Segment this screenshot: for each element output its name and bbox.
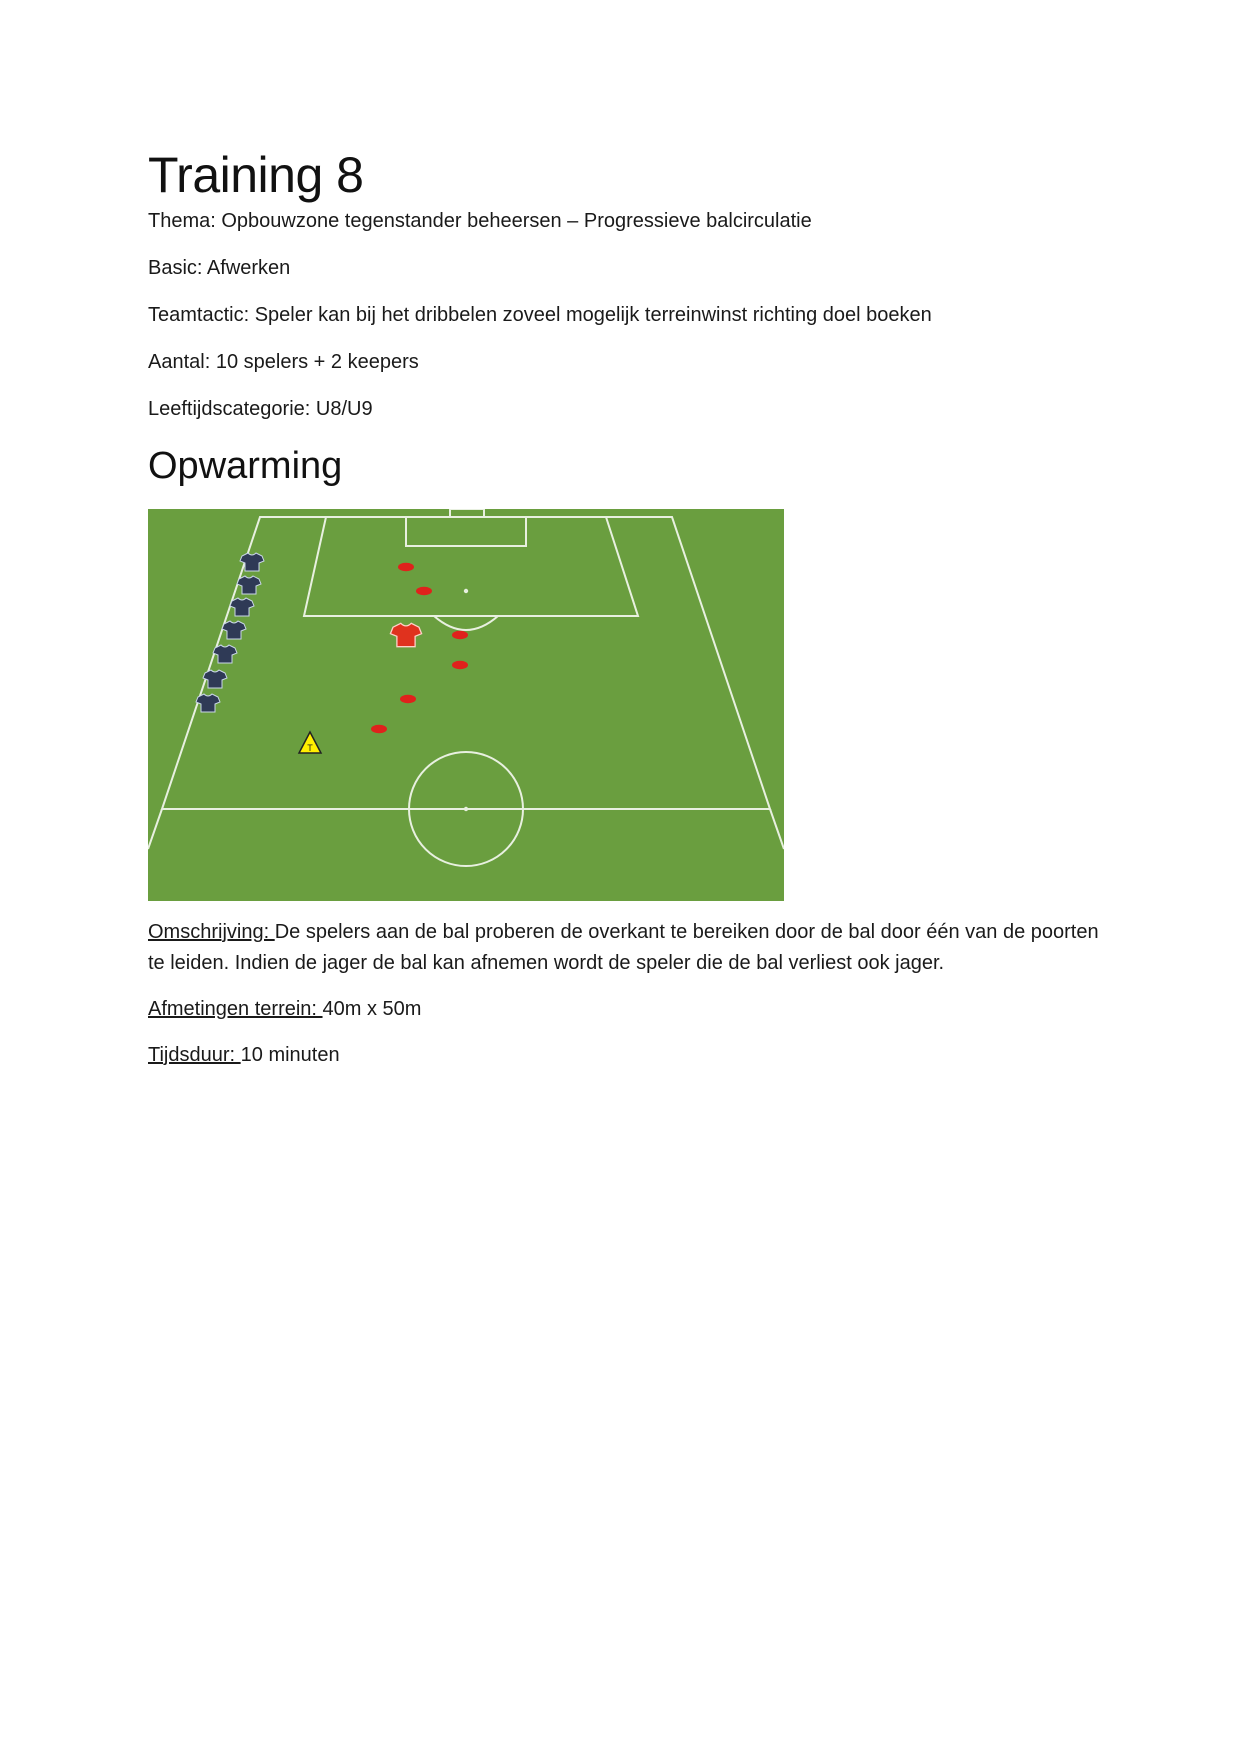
document-page <box>148 147 1108 1071</box>
cone-icon <box>452 661 468 669</box>
cone-icon <box>416 587 432 595</box>
page-title: Training 8 <box>148 147 364 203</box>
description-label: Omschrijving: <box>148 921 275 943</box>
meta-teamtactic: Teamtactic: Speler kan bij het dribbelen zoveel mogelijk terreinwinst richting doel boeken <box>148 304 932 326</box>
duration-value: 10 minuten <box>240 1044 340 1066</box>
cone-icon <box>400 695 416 703</box>
cone-icon <box>371 725 387 733</box>
meta-basic: Basic: Afwerken <box>148 257 291 279</box>
duration-paragraph <box>148 1040 1118 1071</box>
center-spot <box>464 807 468 811</box>
meta-aantal: Aantal: 10 spelers + 2 keepers <box>148 351 419 373</box>
cone-icon <box>398 563 414 571</box>
section-heading: Opwarming <box>148 445 343 487</box>
penalty-spot <box>464 589 468 593</box>
meta-leeftijd: Leeftijdscategorie: U8/U9 <box>148 398 373 420</box>
dimensions-paragraph <box>148 994 1118 1025</box>
dimensions-label: Afmetingen terrein: <box>148 998 323 1020</box>
svg-text:T: T <box>307 743 313 753</box>
cone-icon <box>452 631 468 639</box>
meta-thema: Thema: Opbouwzone tegenstander beheersen – Progressieve balcirculatie <box>148 210 812 232</box>
duration-label: Tijdsduur: <box>148 1044 241 1066</box>
dimensions-value: 40m x 50m <box>322 998 422 1020</box>
description-paragraph <box>148 917 1118 979</box>
pitch-diagram <box>148 509 784 901</box>
description-text: De spelers aan de bal proberen de overkant te bereiken door de bal door één van de poorten te leiden. Indien de jager de bal kan afnemen wordt de speler die de bal verliest ook jager. <box>148 921 1099 974</box>
